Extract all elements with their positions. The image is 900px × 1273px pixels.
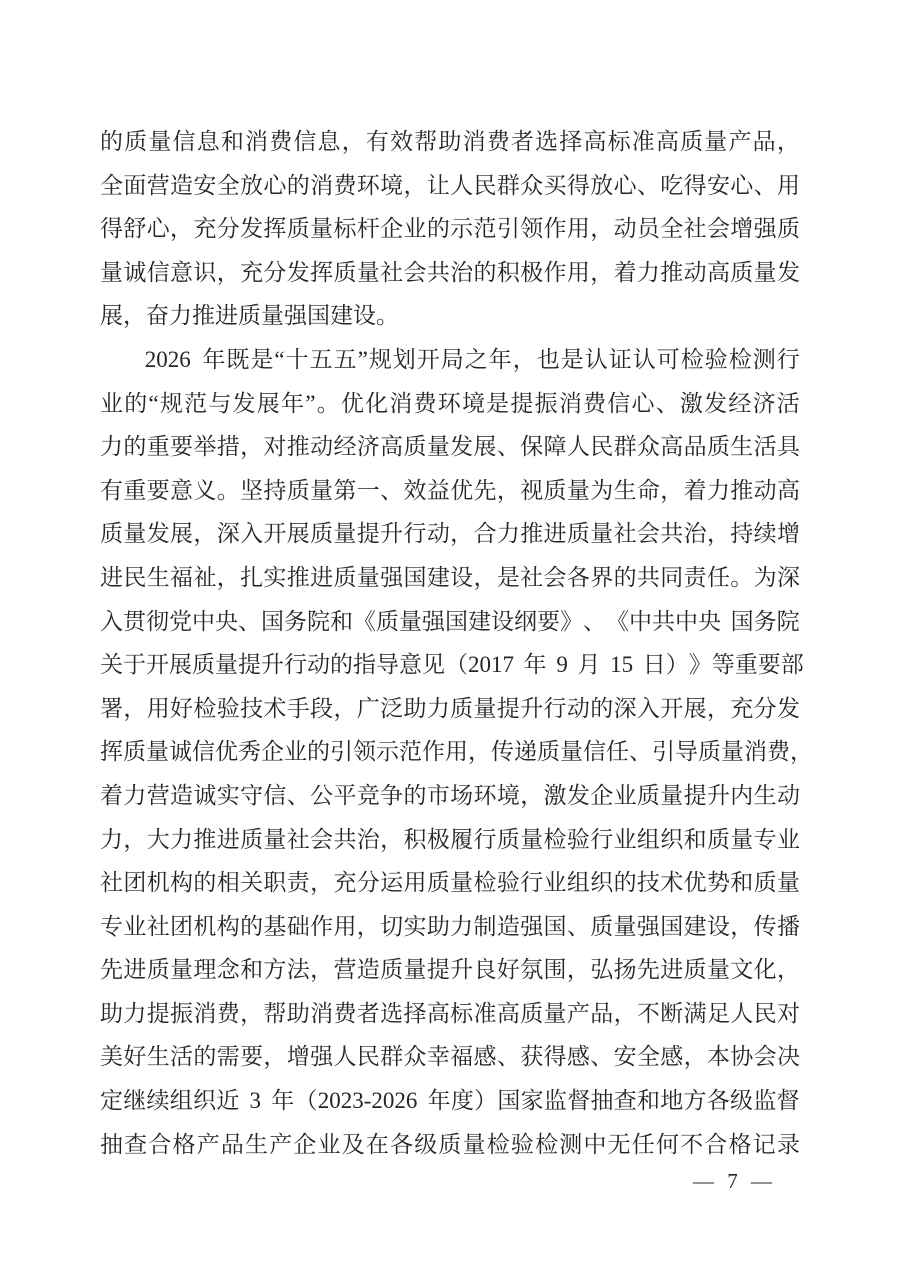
- text-line: 定 继 续 组 织 近 3 年 （ 2023-2026 年 度 ） 国 家 监 督 抽 查 和 地 方 各 级 监 督: [100, 1088, 800, 1114]
- text-line: 量 诚 信 意 识 ， 充 分 发 挥 质 量 社 会 共 治 的 积 极 作 用 ， 着 力 推 动 高 质 量 发: [100, 259, 800, 285]
- page-number: — 7 —: [693, 1169, 772, 1193]
- body-text: [100, 120, 813, 1166]
- text-line: 入 贯 彻 党 中 央 、 国 务 院 和 《 质 量 强 国 建 设 纲 要 》 、 《 中 共 中 央 国 务 院: [100, 608, 800, 634]
- text-line: 关 于 开 展 质 量 提 升 行 动 的 指 导 意 见 （ 2017 年 9 月 15 日 ） 》 等 重 要 部: [100, 652, 804, 678]
- text-line: 力 ， 大 力 推 进 质 量 社 会 共 治 ， 积 极 履 行 质 量 检 验 行 业 组 织 和 质 量 专 业: [100, 826, 800, 852]
- text-line: 着 力 营 造 诚 实 守 信 、 公 平 竞 争 的 市 场 环 境 ， 激 发 企 业 质 量 提 升 内 生 动: [100, 782, 800, 808]
- text-line: 全 面 营 造 安 全 放 心 的 消 费 环 境 ， 让 人 民 群 众 买 得 放 心 、 吃 得 安 心 、 用: [100, 172, 800, 198]
- text-line: 助 力 提 振 消 费 ， 帮 助 消 费 者 选 择 高 标 准 高 质 量 产 品 ， 不 断 满 足 人 民 对: [100, 1000, 800, 1026]
- text-line: 质 量 发 展 ， 深 入 开 展 质 量 提 升 行 动 ， 合 力 推 进 质 量 社 会 共 治 ， 持 续 增: [100, 521, 800, 547]
- text-line: 美 好 生 活 的 需 要 ， 增 强 人 民 群 众 幸 福 感 、 获 得 感 、 安 全 感 ， 本 协 会 决: [100, 1044, 800, 1070]
- text-line: 2026 年 既 是 “ 十 五 五 ” 规 划 开 局 之 年 ， 也 是 认 证 认 可 检 验 检 测 行: [144, 346, 800, 372]
- text-line: 先 进 质 量 理 念 和 方 法 ， 营 造 质 量 提 升 良 好 氛 围 ， 弘 扬 先 进 质 量 文 化 ，: [100, 957, 800, 983]
- text-line: 进 民 生 福 祉 ， 扎 实 推 进 质 量 强 国 建 设 ， 是 社 会 各 界 的 共 同 责 任 。 为 深: [100, 564, 800, 590]
- text-line: 得 舒 心 ， 充 分 发 挥 质 量 标 杆 企 业 的 示 范 引 领 作 用 ， 动 员 全 社 会 增 强 质: [100, 216, 800, 242]
- text-line: 业 的 “ 规 范 与 发 展 年 ” 。 优 化 消 费 环 境 是 提 振 消 费 信 心 、 激 发 经 济 活: [100, 390, 800, 416]
- text-line: 挥 质 量 诚 信 优 秀 企 业 的 引 领 示 范 作 用 ， 传 递 质 量 信 任 、 引 导 质 量 消 费 ，: [100, 739, 813, 765]
- text-line: 署 ， 用 好 检 验 技 术 手 段 ， 广 泛 助 力 质 量 提 升 行 动 的 深 入 开 展 ， 充 分 发: [100, 695, 800, 721]
- text-line: 社 团 机 构 的 相 关 职 责 ， 充 分 运 用 质 量 检 验 行 业 组 织 的 技 术 优 势 和 质 量: [100, 870, 800, 896]
- text-line: 展，奋力推进质量强国建设。: [100, 303, 399, 329]
- text-line: 力 的 重 要 举 措 ， 对 推 动 经 济 高 质 量 发 展 、 保 障 人 民 群 众 高 品 质 生 活 具: [100, 434, 800, 460]
- text-line: 专 业 社 团 机 构 的 基 础 作 用 ， 切 实 助 力 制 造 强 国 、 质 量 强 国 建 设 ， 传 播: [100, 913, 800, 939]
- text-line: 有 重 要 意 义 。 坚 持 质 量 第 一 、 效 益 优 先 ， 视 质 量 为 生 命 ， 着 力 推 动 高: [100, 477, 800, 503]
- text-line: 抽 查 合 格 产 品 生 产 企 业 及 在 各 级 质 量 检 验 检 测 中 无 任 何 不 合 格 记 录: [100, 1131, 800, 1157]
- text-line: 的 质 量 信 息 和 消 费 信 息 ， 有 效 帮 助 消 费 者 选 择 高 标 准 高 质 量 产 品 ，: [100, 129, 800, 154]
